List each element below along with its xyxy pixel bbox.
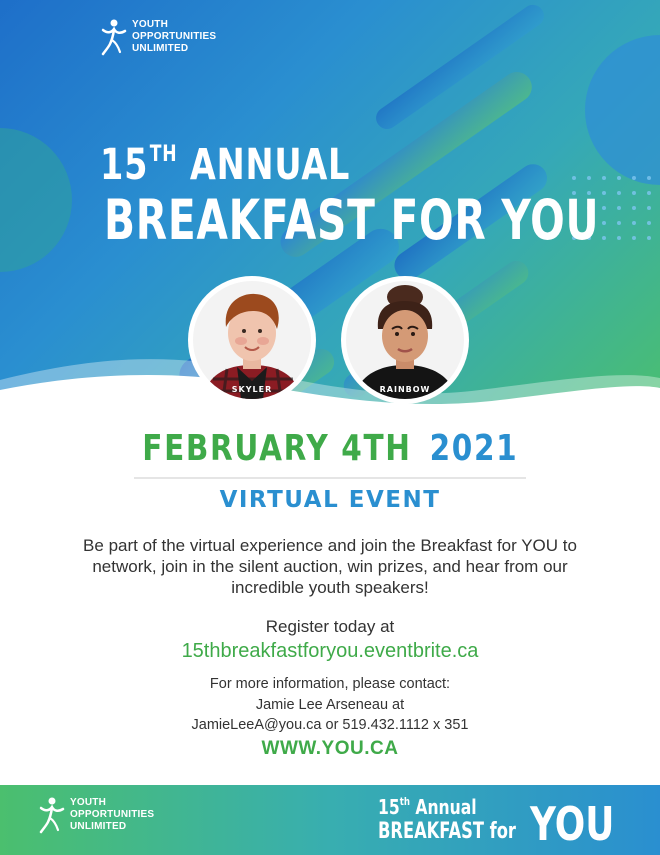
- speaker-portrait: [193, 281, 311, 399]
- event-title-line-2: BREAKFAST FOR YOU: [104, 188, 600, 252]
- footer-annual-word: Annual: [415, 795, 477, 819]
- speaker-name: SKYLER: [231, 385, 273, 394]
- hero-banner: [0, 0, 660, 420]
- speaker-portrait: [346, 281, 464, 399]
- hero-wave: [0, 340, 660, 420]
- organization-logo: [100, 18, 216, 56]
- event-date: [0, 428, 660, 469]
- runner-icon: [38, 796, 66, 834]
- title-number: 15: [100, 140, 149, 190]
- speaker-skyler: [188, 276, 316, 404]
- title-ordinal: TH: [149, 142, 178, 167]
- logo-line-3: UNLIMITED: [70, 821, 127, 832]
- speaker-name: RAINBOW: [379, 385, 431, 394]
- footer-breakfast: BREAKFAST for: [378, 819, 516, 844]
- speaker-rainbow: [341, 276, 469, 404]
- date-divider: [134, 477, 526, 479]
- logo-line-3: UNLIMITED: [132, 43, 189, 54]
- speaker-photo: [346, 281, 464, 399]
- runner-icon: [100, 18, 128, 56]
- title-annual: ANNUAL: [189, 140, 351, 190]
- logo-line-2: OPPORTUNITIES: [70, 809, 155, 820]
- event-format: VIRTUAL EVENT: [219, 487, 441, 513]
- footer-bar: [0, 785, 660, 855]
- contact-intro: For more information, please contact:: [209, 676, 451, 692]
- website-link[interactable]: WWW.YOU.CA: [261, 738, 399, 759]
- footer-annual-number: 15: [378, 795, 400, 819]
- footer-annual-ordinal: th: [399, 795, 410, 808]
- logo-line-1: YOUTH: [132, 19, 168, 30]
- speaker-photo: [193, 281, 311, 399]
- event-title-line-1: [100, 140, 350, 190]
- contact-info: [0, 674, 660, 736]
- event-description: Be part of the virtual experience and join the Breakfast for YOU to network, join in the silent auction, win prizes, and hear from our incredible youth speakers!: [83, 536, 577, 597]
- contact-name: Jamie Lee Arseneau at: [255, 696, 405, 713]
- logo-line-2: OPPORTUNITIES: [132, 31, 217, 42]
- footer-you: YOU: [530, 797, 615, 851]
- event-date-day: FEBRUARY 4TH: [141, 428, 412, 469]
- footer-logo: [38, 796, 154, 834]
- logo-line-1: YOUTH: [70, 797, 106, 808]
- event-date-year: 2021: [429, 428, 519, 469]
- logo-text: [70, 797, 154, 833]
- footer-annual: [378, 795, 477, 819]
- registration-link[interactable]: 15thbreakfastforyou.eventbrite.ca: [181, 640, 479, 662]
- logo-text: [132, 19, 216, 55]
- register-prompt: Register today at: [265, 617, 395, 636]
- contact-details: JamieLeeA@you.ca or 519.432.1112 x 351: [191, 717, 469, 733]
